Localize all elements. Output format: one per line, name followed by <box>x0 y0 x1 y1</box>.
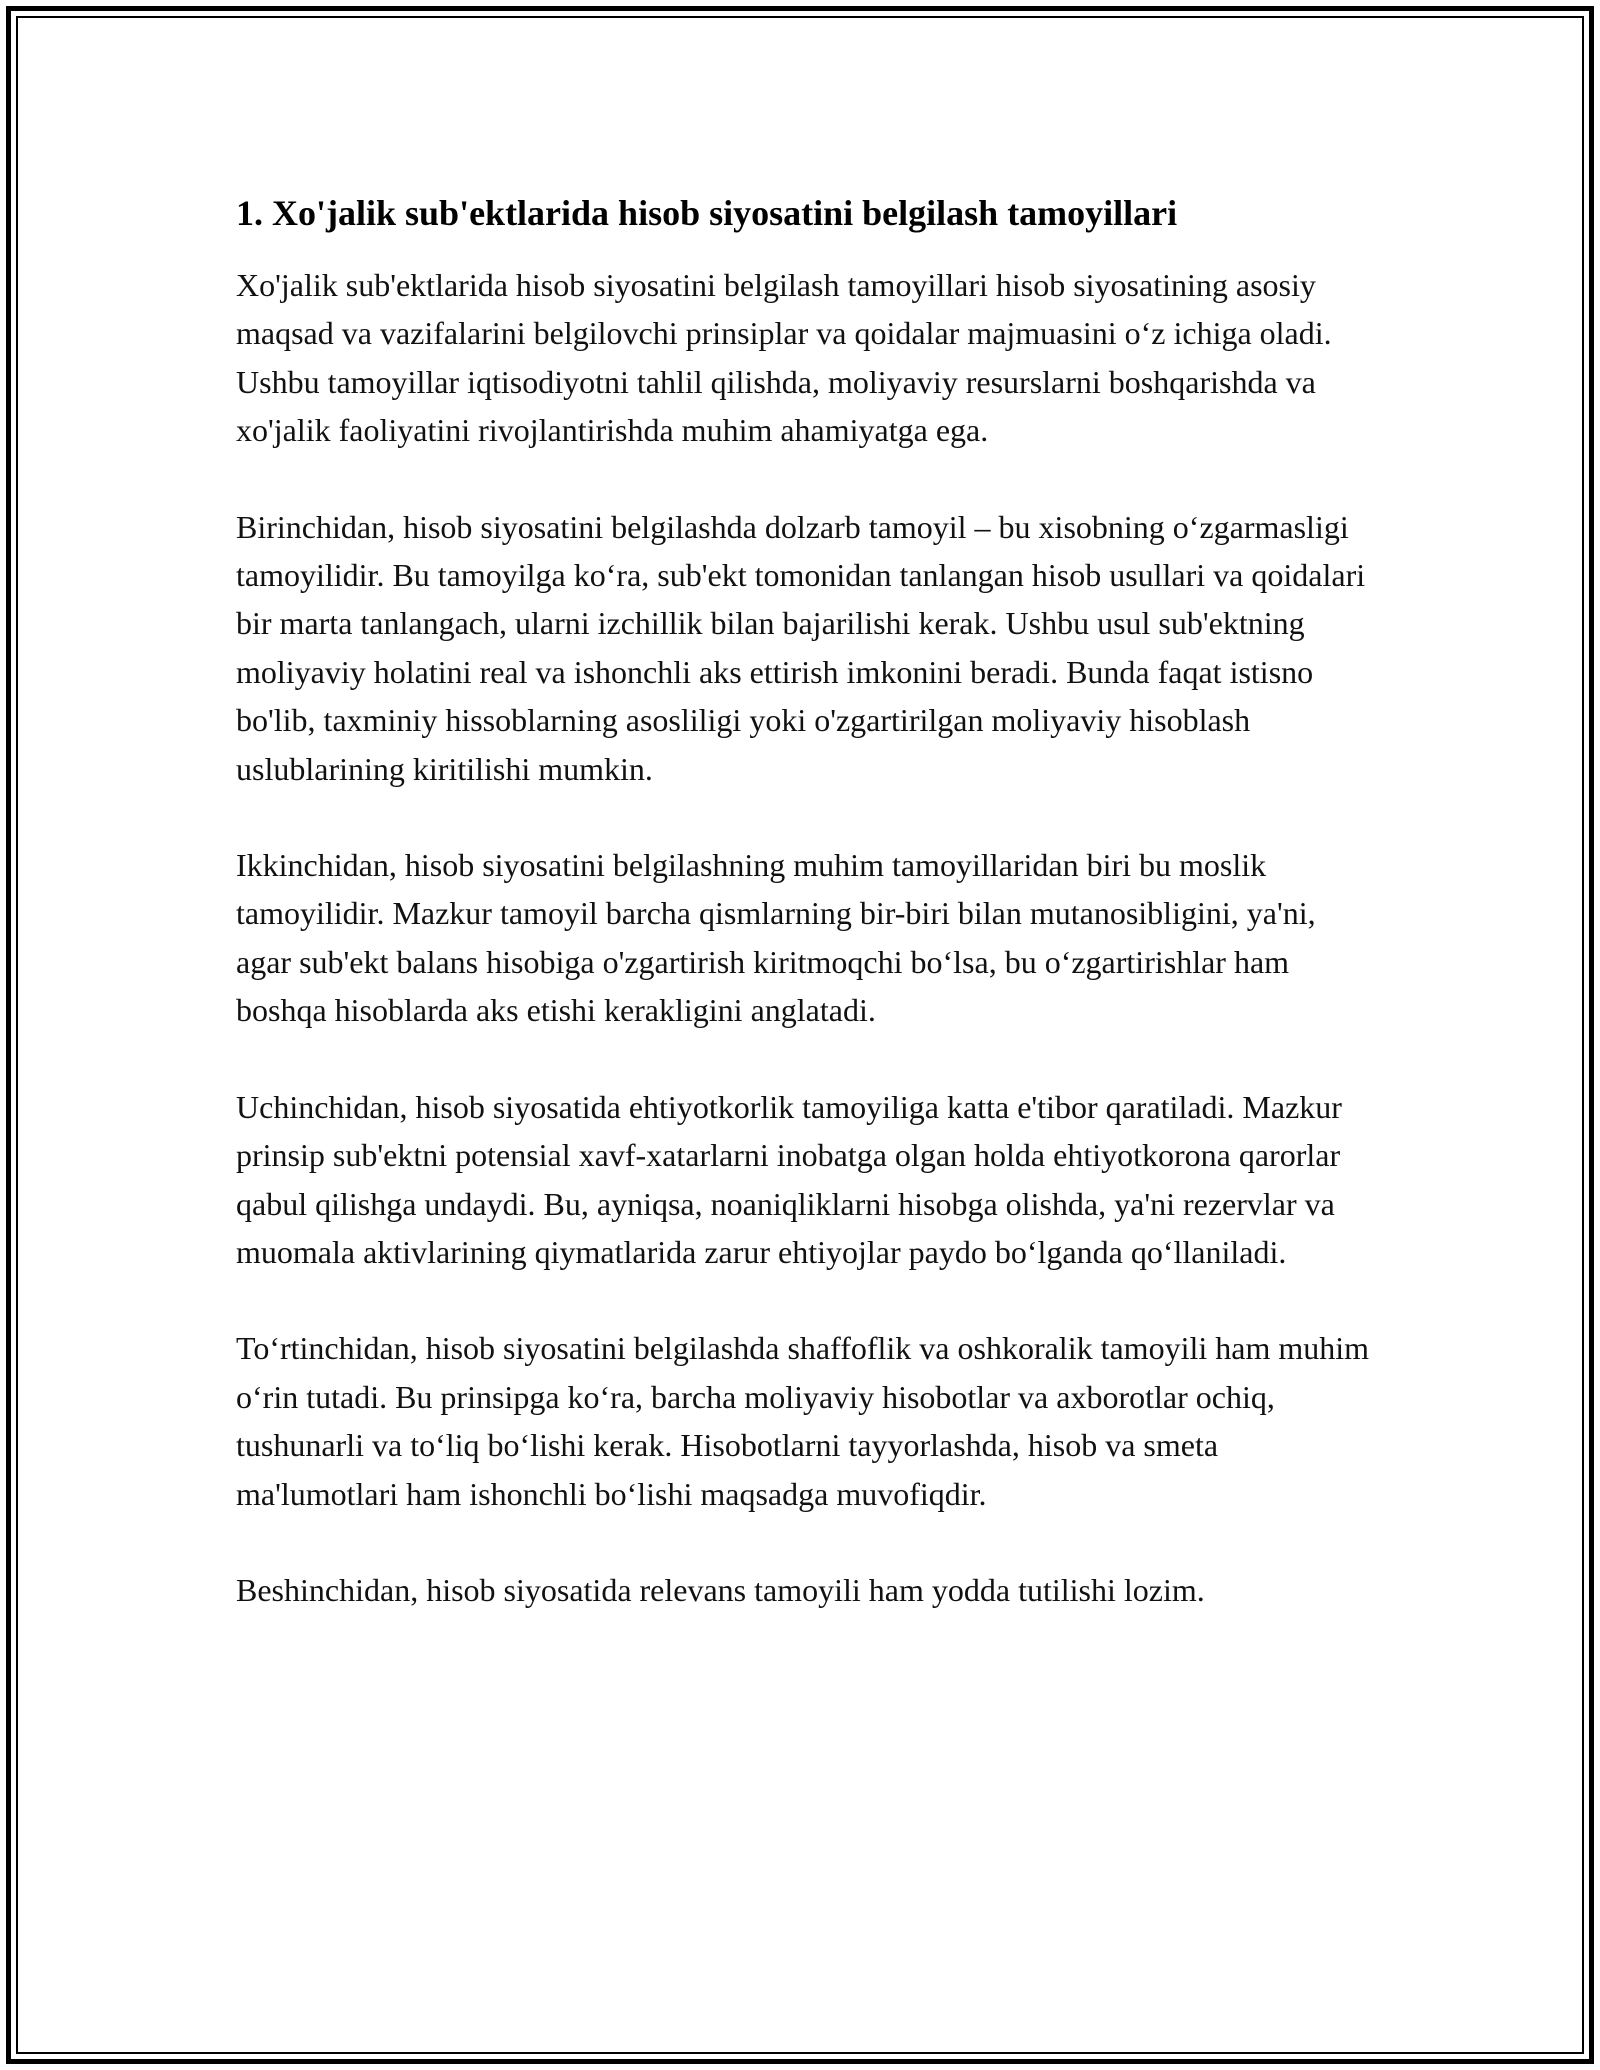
document-body <box>236 185 1376 1662</box>
paragraph-third-principle: Uchinchidan, hisob siyosatida ehtiyotkorlik tamoyiliga katta e'tibor qaratiladi. Mazkur prinsip sub'ektni potensial xavf-xatarlarni inobatga olgan holda ehtiyotkorona qarorlar qabul qilishga undaydi. Bu, ayniqsa, noaniqliklarni hisobga olishda, ya'ni rezervlar va muomala aktivlarining qiymatlarida zarur ehtiyojlar paydo boʻlganda qoʻllaniladi. <box>236 1088 1342 1270</box>
section-heading: 1. Xo'jalik sub'ektlarida hisob siyosatini belgilash tamoyillari <box>236 193 1178 233</box>
paragraph-first-principle: Birinchidan, hisob siyosatini belgilashda dolzarb tamoyil – bu xisobning oʻzgarmasligi tamoyilidir. Bu tamoyilga koʻra, sub'ekt tomonidan tanlangan hisob usullari va qoidalari bir marta tanlangach, ularni izchillik bilan bajarilishi kerak. Ushbu usul sub'ektning moliyaviy holatini real va ishonchli aks ettirish imkonini beradi. Bunda faqat istisno bo'lib, taxminiy hissoblarning asosliligi yoki o'zgartirilgan moliyaviy hisoblash uslublarining kiritilishi mumkin. <box>236 508 1366 787</box>
paragraph-fourth-principle: Toʻrtinchidan, hisob siyosatini belgilashda shaffoflik va oshkoralik tamoyili ham muhim oʻrin tutadi. Bu prinsipga koʻra, barcha moliyaviy hisobotlar va axborotlar ochiq, tushunarli va toʻliq boʻlishi kerak. Hisobotlarni tayyorlashda, hisob va smeta ma'lumotlari ham ishonchli boʻlishi maqsadga muvofiqdir. <box>236 1330 1369 1512</box>
paragraph-intro: Xo'jalik sub'ektlarida hisob siyosatini belgilash tamoyillari hisob siyosatining asosiy maqsad va vazifalarini belgilovchi prinsiplar va qoidalar majmuasini oʻz ichiga oladi. Ushbu tamoyillar iqtisodiyotni tahlil qilishda, moliyaviy resurslarni boshqarishda va xo'jalik faoliyatini rivojlantirishda muhim ahamiyatga ega. <box>236 267 1332 449</box>
paragraph-second-principle: Ikkinchidan, hisob siyosatini belgilashning muhim tamoyillaridan biri bu moslik tamoyilidir. Mazkur tamoyil barcha qismlarning bir-biri bilan mutanosibligini, ya'ni, agar sub'ekt balans hisobiga o'zgartirish kiritmoqchi boʻlsa, bu oʻzgartirishlar ham boshqa hisoblarda aks etishi kerakligini anglatadi. <box>236 847 1316 1029</box>
paragraph-fifth-principle: Beshinchidan, hisob siyosatida relevans tamoyili ham yodda tutilishi lozim. <box>236 1571 1205 1608</box>
